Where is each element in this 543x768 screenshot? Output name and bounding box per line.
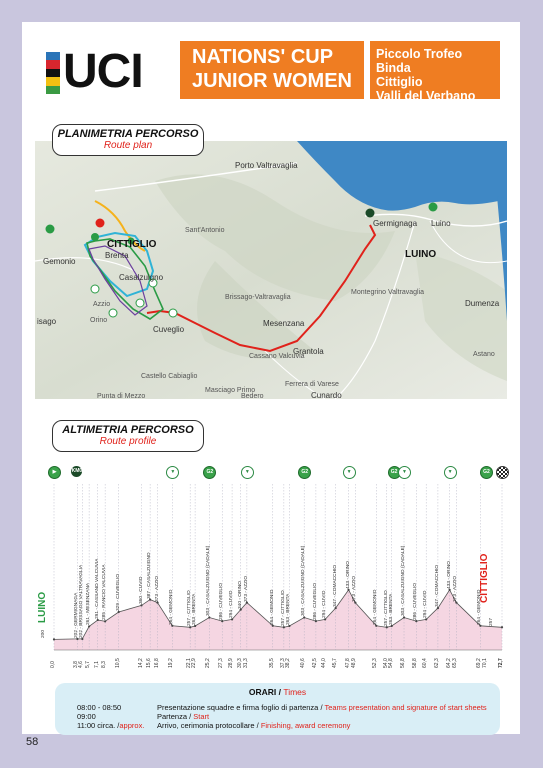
profile-point [479, 625, 481, 627]
map-place-label: Brissago-Valtravaglia [225, 294, 291, 301]
map-place-label: Mesenzana [263, 319, 305, 328]
race-name-box [370, 41, 500, 103]
map-place-label: Orino [90, 317, 108, 324]
profile-distance-label: 62,3 [433, 658, 440, 668]
profile-distance-label: 19,2 [168, 658, 175, 668]
schedule-desc: Partenza / Start [157, 712, 210, 721]
schedule-desc-it: Arrivo, cerimonia protocollare [157, 721, 255, 730]
profile-marker: ▼ [241, 466, 254, 479]
profile-place-label: 329 - CUVEGLIO [115, 573, 121, 611]
page-number: 58 [26, 736, 39, 748]
profile-distance-label: 65,3 [452, 658, 459, 668]
profile-distance-label: 58,8 [412, 658, 419, 668]
route-plan-label-en: Route plan [103, 140, 153, 151]
map-place-label: Dumenza [465, 299, 500, 308]
profile-point [391, 625, 393, 627]
route-profile-label-it: ALTIMETRIA PERCORSO [62, 424, 194, 436]
profile-point [425, 618, 427, 620]
route-plan-label-it: PLANIMETRIA PERCORSO [57, 128, 199, 140]
profile-start-name: LUINO [37, 591, 48, 623]
profile-marker: ▼ [444, 466, 457, 479]
profile-distance-label: 10,5 [114, 658, 121, 668]
profile-distance-label: 38,2 [285, 658, 292, 668]
profile-place-label: 360 - CUVIO [138, 576, 144, 605]
rainbow-bars [46, 52, 60, 94]
schedule-desc-en: Finishing, award ceremony [260, 721, 351, 730]
map-place-label: Cassano Valcuvia [249, 353, 305, 360]
profile-place-label: 294 - CUVIO [322, 590, 328, 619]
profile-end-alt-label: 257 [489, 618, 494, 627]
profile-place-label: 294 - CUVIO [423, 590, 429, 619]
map-place-label: Punta di Mezzo [97, 393, 146, 399]
profile-place-label: 202 - BRISSAGO VALTRAVAGLIA [79, 564, 85, 638]
profile-distance-label: 44,0 [321, 658, 328, 668]
race-name-line-1: Piccolo Trofeo Binda [376, 47, 463, 75]
route-map [35, 141, 507, 399]
map-town-label: CITTIGLIO [107, 239, 157, 250]
map-place-label: isago [37, 317, 57, 326]
profile-distance-label: 5,7 [85, 661, 92, 668]
profile-marker: ▼ [166, 466, 179, 479]
profile-point [403, 616, 405, 618]
schedule-time: 11:00 circa. /approx. [77, 721, 145, 730]
profile-distance-label: 37,3 [279, 658, 286, 668]
profile-place-label: 347 - COMACCHIO [332, 565, 338, 608]
profile-point [104, 620, 106, 622]
profile-place-label: 286 - CUVEGLIO [312, 583, 318, 621]
profile-point [501, 626, 503, 628]
profile-distance-label: 3,8 [73, 661, 80, 668]
event-title-line-1: NATIONS' CUP [192, 46, 334, 68]
profile-distance-label: 22,9 [191, 658, 198, 668]
profile-place-label: 257 - CITTIGLIO [383, 590, 389, 627]
profile-place-label: 433 - ORINO [345, 560, 351, 589]
profile-distance-label: 70,1 [481, 658, 488, 668]
profile-point [189, 626, 191, 628]
profile-distance-label: 42,5 [311, 658, 318, 668]
profile-point [415, 620, 417, 622]
schedule-title-en: Times [283, 687, 307, 697]
profile-distance-label: 69,2 [476, 658, 483, 668]
profile-marker: G2 [203, 466, 216, 479]
profile-distance-label: 35,5 [268, 658, 275, 668]
profile-place-label: 303 - CASALZUIGNO (CADALE) [301, 546, 307, 617]
profile-place-label: 294 - CUVIO [229, 590, 235, 619]
profile-place-label: 347 - COMACCHIO [434, 565, 440, 608]
profile-place-label: 285 - RANCIO VALCUVIA [102, 564, 108, 621]
profile-point [324, 618, 326, 620]
profile-marker: ▼ [398, 466, 411, 479]
profile-place-label: 263 - BRENTA [192, 593, 198, 625]
race-name-line-3: Valli del Verbano [376, 89, 476, 103]
profile-distance-label: 22,1 [186, 658, 193, 668]
profile-point [386, 626, 388, 628]
profile-marker: G2 [388, 466, 401, 479]
profile-point [449, 589, 451, 591]
map-place-label: Cuveglio [153, 325, 185, 334]
uci-logo-text: UCI [63, 45, 143, 98]
profile-point [375, 625, 377, 627]
profile-point [231, 618, 233, 620]
profile-place-label: 264 - GEMONIO [169, 589, 175, 625]
profile-marker: G2 [298, 466, 311, 479]
profile-distance-label: 7,1 [93, 661, 100, 668]
profile-point [283, 626, 285, 628]
profile-place-label: 291 - CASSANO VALCUVIA [94, 558, 100, 620]
profile-point [208, 616, 210, 618]
schedule-time-it: 11:00 circa. [77, 721, 116, 730]
profile-distance-label: 31,3 [242, 658, 249, 668]
profile-place-label: 340 - ORINO [237, 580, 243, 609]
route-map-graphic [35, 141, 507, 399]
map-place-label: Casalzuigno [119, 273, 164, 282]
profile-distance-label: 8,3 [101, 661, 108, 668]
profile-place-label: 202 - GERMIGNAGA [74, 592, 80, 638]
profile-place-label: 373 - AZZIO [154, 575, 160, 602]
schedule-title-it: ORARI [248, 687, 277, 697]
schedule-desc-en: Start [193, 712, 210, 721]
profile-marker: G2 [480, 466, 493, 479]
map-place-label: Gemonio [43, 257, 76, 266]
map-place-label: Castello Cabiaglio [141, 373, 198, 380]
profile-marker: ▶ [48, 466, 61, 479]
map-place-label: Porto Valtravaglia [235, 161, 298, 170]
profile-place-label: 387 - CASALZUIGNO [147, 551, 153, 599]
profile-distance-label: 40,6 [300, 658, 307, 668]
brochure-page [22, 22, 520, 734]
schedule-desc: Arrivo, cerimonia protocollare / Finishing, award ceremony [157, 721, 351, 730]
profile-place-label: 261 - MESENZANA [86, 583, 92, 626]
profile-distance-label: 47,8 [344, 658, 351, 668]
route-profile-label [52, 420, 204, 452]
map-place-label: Astano [473, 351, 495, 358]
schedule-time: 09:00 [77, 712, 96, 721]
map-place-label: Bedero [241, 393, 264, 399]
profile-distance-label: 48,9 [351, 658, 358, 668]
profile-place-label: 286 - CUVEGLIO [413, 583, 419, 621]
profile-point [272, 625, 274, 627]
schedule-desc-it: Partenza [157, 712, 188, 721]
profile-distance-label: 45,7 [331, 658, 338, 668]
profile-point [347, 589, 349, 591]
profile-place-label: 303 - CASALZUIGNO (CADALE) [206, 546, 212, 617]
profile-marker: ▼ [343, 466, 356, 479]
profile-point [88, 625, 90, 627]
profile-place-label: 303 - CASALZUIGNO (CADALE) [401, 546, 407, 617]
profile-place-label: 263 - BRENTA [388, 593, 394, 625]
profile-place-label: 264 - GEMONIO [373, 589, 379, 625]
profile-point [194, 625, 196, 627]
route-profile-label-en: Route profile [99, 436, 157, 447]
profile-point [315, 620, 317, 622]
profile-distance-label: 64,2 [445, 658, 452, 668]
profile-distance-label: 54,8 [387, 658, 394, 668]
profile-distance-label: 54,0 [382, 658, 389, 668]
profile-marker: KM0 [71, 466, 82, 477]
profile-place-label: 257 - CITTIGLIO [280, 590, 286, 627]
map-place-label: Masciago Primo [205, 387, 256, 394]
profile-place-label: 263 - BRENTA [286, 593, 292, 625]
profile-distance-label: 15,6 [146, 658, 153, 668]
profile-marker [496, 466, 509, 479]
profile-point [171, 625, 173, 627]
map-place-label: Germignaga [373, 219, 418, 228]
schedule-desc-en: Teams presentation and signature of start sheets [324, 703, 487, 712]
map-place-label: Ferrera di Varese [285, 381, 339, 388]
profile-place-label: 257 - CITTIGLIO [187, 590, 193, 627]
map-place-label: Azzio [93, 301, 111, 308]
race-name-line-2: Cittiglio [376, 75, 423, 89]
map-place-label: Cunardo [311, 391, 342, 399]
profile-place-label: 264 - GEMONIO [269, 589, 275, 625]
profile-distance-label: 28,9 [228, 658, 235, 668]
profile-distance-label: 72,7 [498, 658, 504, 668]
route-plan-label [52, 124, 204, 156]
profile-distance-label: 60,4 [422, 658, 429, 668]
profile-distance-label: 52,3 [372, 658, 379, 668]
profile-point [76, 638, 78, 640]
profile-place-label: 373 - AZZIO [453, 575, 459, 602]
profile-point [303, 616, 305, 618]
profile-point [97, 619, 99, 621]
profile-point [288, 625, 290, 627]
schedule-title: ORARI / Times [248, 687, 307, 697]
map-place-label: Brenta [105, 251, 129, 260]
profile-point [81, 638, 83, 640]
profile-place-label: 373 - AZZIO [352, 575, 358, 602]
profile-distance-label: 14,2 [137, 658, 144, 668]
elevation-profile [30, 462, 512, 672]
event-title-box [180, 41, 364, 99]
profile-point [437, 607, 439, 609]
profile-point [140, 604, 142, 606]
profile-distance-label: 56,8 [400, 658, 407, 668]
event-title-line-2: JUNIOR WOMEN [192, 70, 352, 92]
schedule-time-en: approx. [119, 721, 145, 730]
profile-point [53, 638, 55, 640]
profile-end-name: CITTIGLIO [479, 553, 490, 603]
schedule-time: 08:00 - 08:50 [77, 703, 122, 712]
schedule-desc: Presentazione squadre e firma foglio di partenza / Teams presentation and signature of start sheets [157, 703, 487, 712]
profile-place-label: 373 - AZZIO [243, 575, 249, 602]
profile-point [335, 607, 337, 609]
schedule-box [55, 683, 500, 735]
profile-point [118, 611, 120, 613]
profile-place-label: 286 - CUVEGLIO [219, 583, 225, 621]
profile-point [221, 620, 223, 622]
map-place-label: Montegrino Valtravaglia [351, 289, 425, 296]
map-place-label: Luino [431, 219, 451, 228]
map-town-label: LUINO [405, 249, 437, 260]
map-place-label: Sant'Antonio [185, 227, 225, 234]
profile-distance-label: 30,3 [236, 658, 243, 668]
profile-start-alt-label: 200 [41, 630, 46, 639]
profile-place-label: 264 - GEMONIO [477, 589, 483, 625]
uci-logo [46, 45, 176, 98]
profile-distance-label: 27,3 [218, 658, 225, 668]
profile-distance-label: 25,2 [205, 658, 212, 668]
profile-distance-label: 0,0 [50, 661, 56, 668]
profile-distance-label: 16,8 [153, 658, 160, 668]
profile-distance-label: 4,6 [78, 661, 85, 668]
profile-place-label: 433 - ORINO [446, 560, 452, 589]
map-place-label: Grantola [293, 347, 324, 356]
schedule-desc-it: Presentazione squadre e firma foglio di partenza [157, 703, 319, 712]
